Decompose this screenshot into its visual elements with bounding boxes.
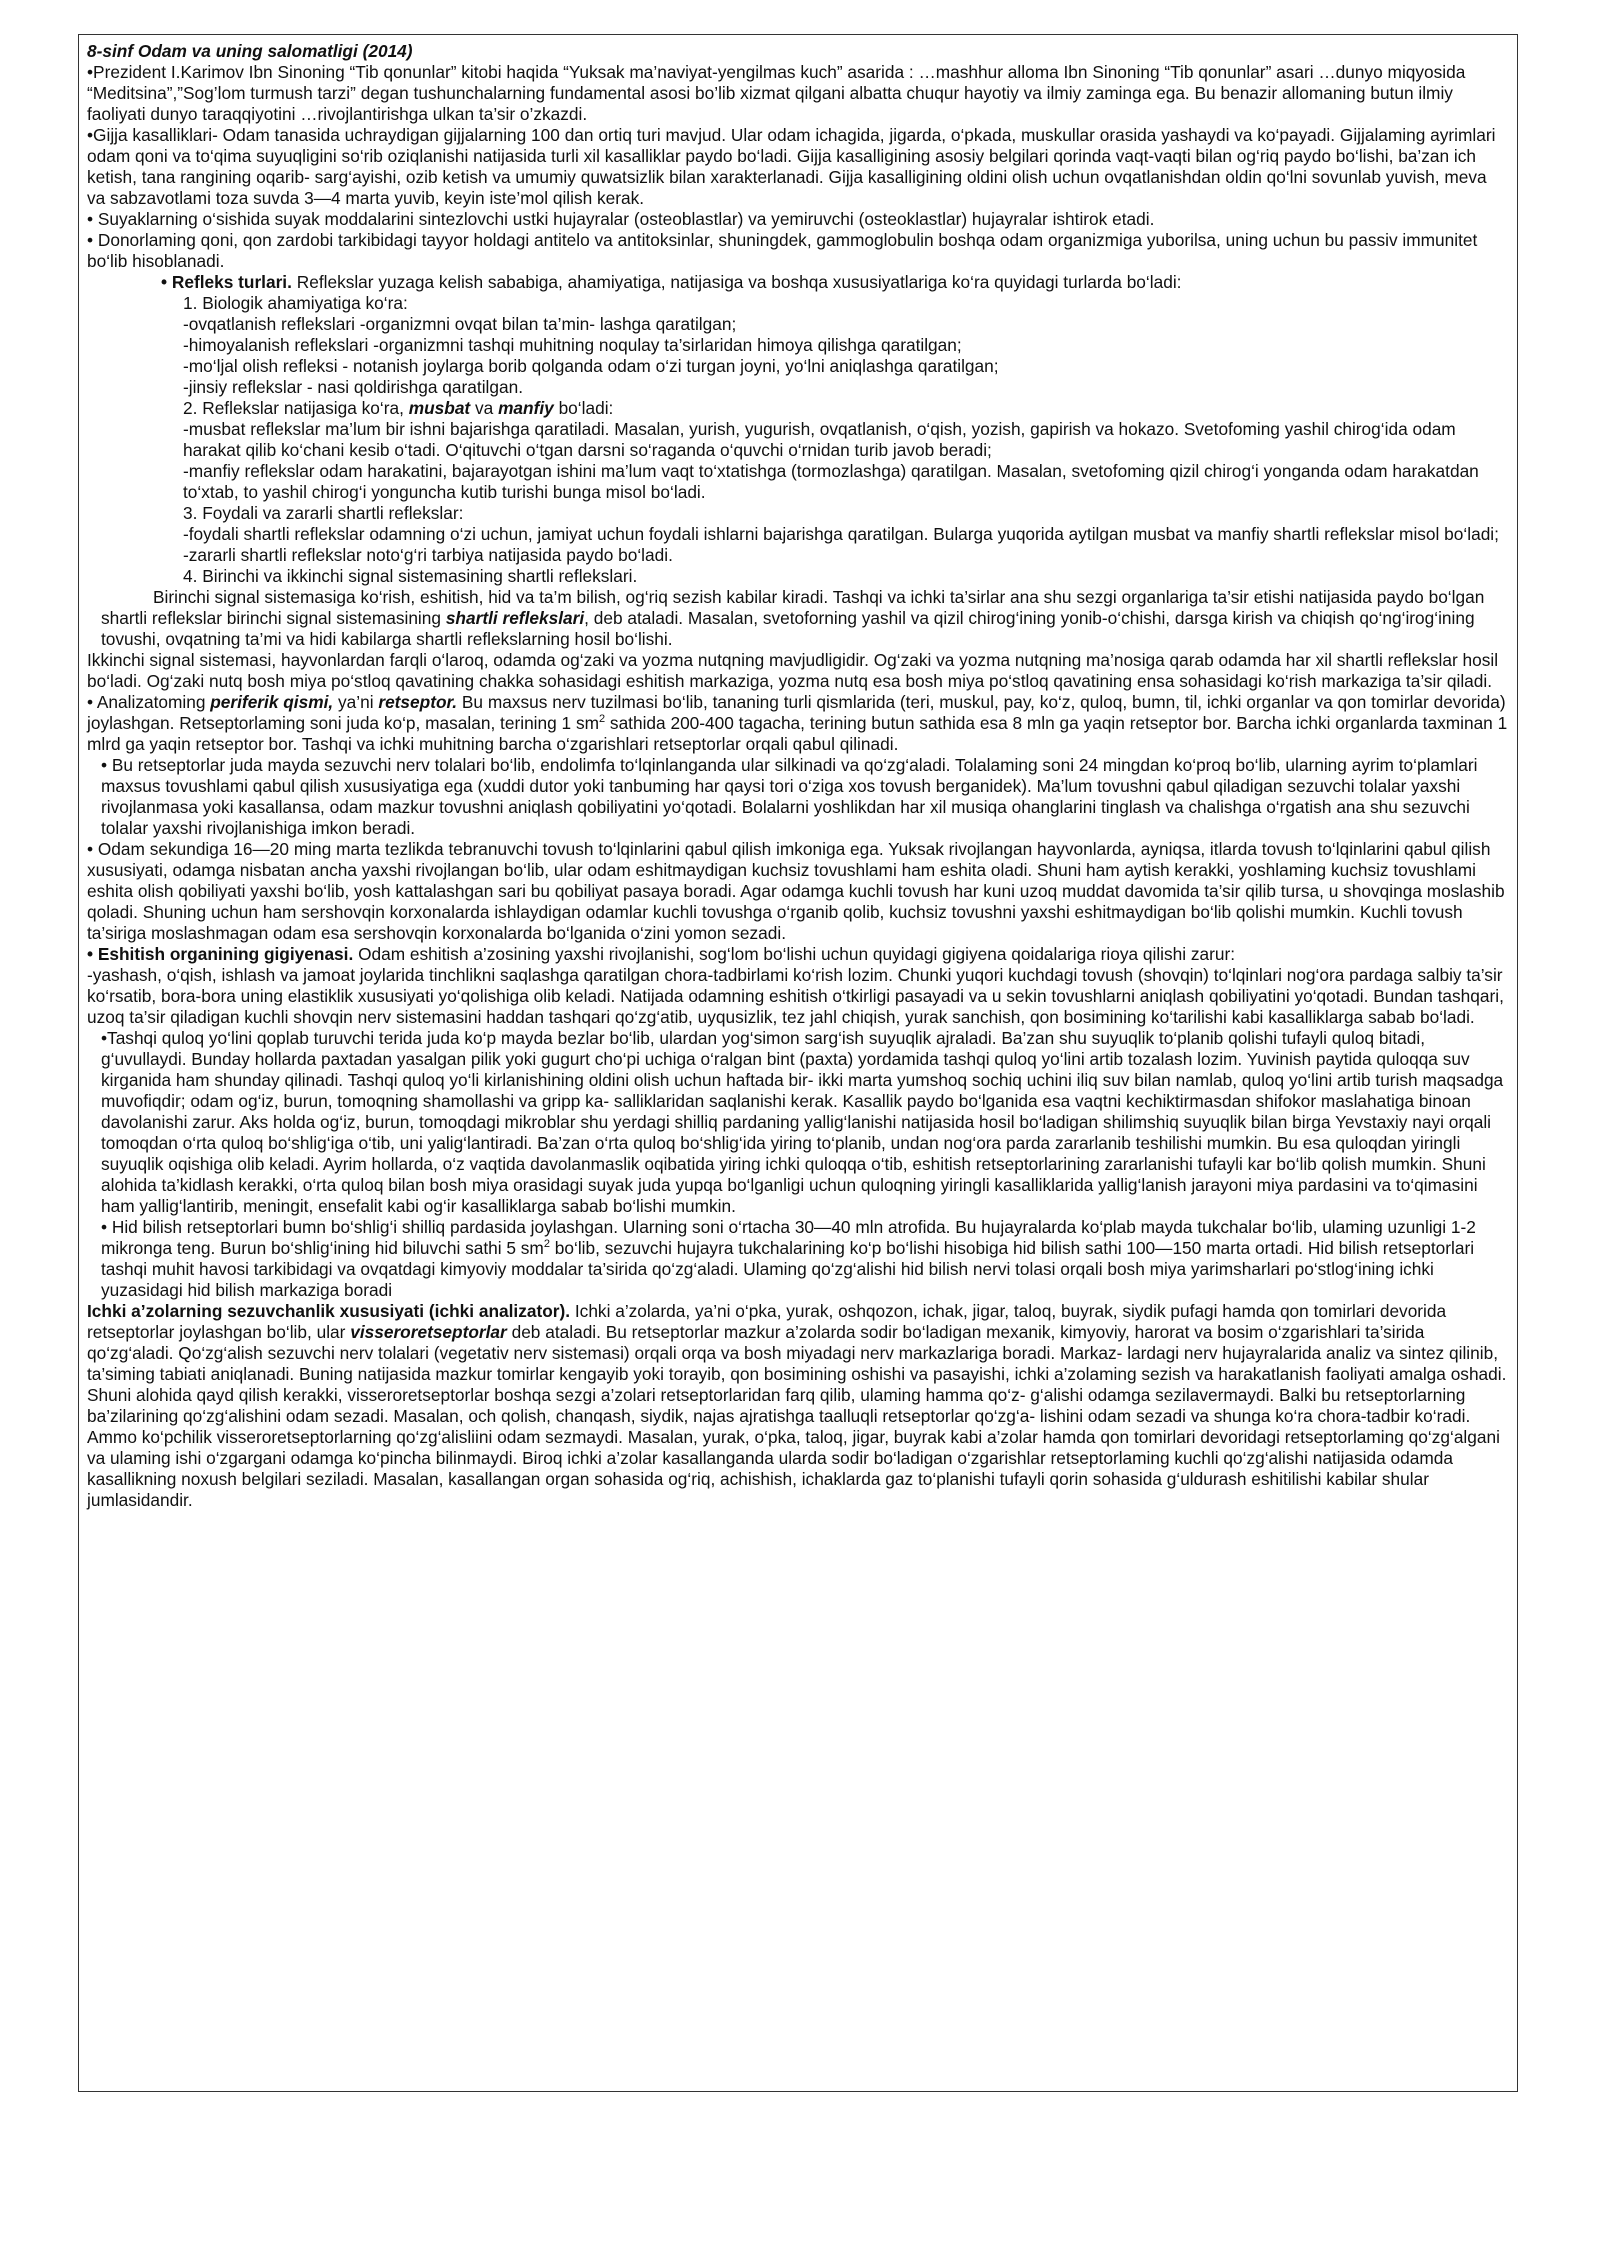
term-visseroretseptorlar: visseroretseptorlar <box>350 1322 507 1342</box>
text-run: 2. Reflekslar natijasiga ko‘ra, <box>183 398 409 418</box>
text-run: ya’ni <box>333 692 379 712</box>
term-retseptor: retseptor. <box>378 692 458 712</box>
list-item: 4. Birinchi va ikkinchi signal sistemasining shartli reflekslari. <box>183 566 638 586</box>
superscript: 2 <box>543 1238 550 1251</box>
list-item: -musbat reflekslar ma’lum bir ishni bajarishga qaratiladi. Masalan, yurish, yugurish, ovqatlanish, o‘qish, yozish, gapirish va hokazo. Svetofoming yashil chirog‘ida odam harakat qilib ko‘chani kesib o‘tadi. O‘qituvchi o‘tgan darsni so‘raganda o‘quvchi o‘rnidan turib javob beradi; <box>183 419 1456 460</box>
paragraph-refleks-turlari <box>87 272 1509 293</box>
paragraph-birinchi-signal <box>87 587 1509 650</box>
paragraph-gigiyena <box>87 944 1509 965</box>
paragraph-retseptorlar: • Bu retseptorlar juda mayda sezuvchi nerv tolalari bo‘lib, endolimfa to‘lqinlanganda ular silkinadi va qo‘zg‘aladi. Tolalaming soni 24 mingdan ko‘proq bo‘lib, ularning ayrim to‘plamlari maxsus tovushlami qabul qilish xususiyatiga ega (xuddi dutor yoki tanbuming har qaysi tori o‘ziga xos tovush berganidek). Ma’lum tovushni qabul qiladigan sezuvchi tolalar yaxshi rivojlanmasa yoki kasallansa, odam mazkur tovushni aniqlash qobiliyatini yo‘qotadi. Bolalarni yoshlikdan har xil musiqa ohanglarini tinglash va chalishga o‘rgatish ana shu sezuvchi tolalar yaxshi rivojlanishiga imkon beradi. <box>101 755 1478 838</box>
superscript: 2 <box>599 713 606 726</box>
paragraph-gijja: •Gijja kasalliklari- Odam tanasida uchraydigan gijjalarning 100 dan ortiq turi mavjud. Ular odam ichagida, jigarda, o‘pkada, muskullar orasida yashaydi va ko‘payadi. Gijjalaming ayrimlari odam qoni va to‘qima suyuqligini so‘rib oziqlanishi natijasida turli xil kasalliklar paydo bo‘ladi. Gijja kasalligining asosiy belgilari qorinda vaqt-vaqti bilan og‘riq paydo bo‘lishi, ba’zan ich ketish, tana rangining oqarib- sarg‘ayishi, ozib ketish va umumiy quwatsizlik bilan xarakterlanadi. Gijja kasalligining oldini olish uchun ovqatlanishdan oldin qo‘lni sovunlab yuvish, meva va sabzavotlami toza suvda 3—4 marta yuvib, keyin iste’mol qilish kerak. <box>87 125 1496 208</box>
paragraph-ichki-azolar <box>87 1301 1509 1511</box>
list-item: 1. Biologik ahamiyatiga ko‘ra: <box>183 293 408 313</box>
list-item: 3. Foydali va zararli shartli reflekslar: <box>183 503 464 523</box>
refleks-intro: Reflekslar yuzaga kelish sababiga, ahamiyatiga, natijasiga va boshqa xususiyatlariga ko‘ra quyidagi turlarda bo‘ladi: <box>291 272 1182 292</box>
list-item: -zararli shartli reflekslar noto‘g‘ri tarbiya natijasida paydo bo‘ladi. <box>183 545 673 565</box>
text-run: bo‘lib, sezuvchi hujayra tukchalarining ko‘p bo‘lishi hisobiga hid bilish sathi 100—150 marta ortadi. Hid bilish retseptorlari tashqi muhit havosi tarkibidagi va ovqatdagi kimyoviy moddalar ta’sirida qo‘zg‘aladi. Ulaming qo‘zg‘alishi hid bilish nervi tolasi orqali bosh miya yarimsharlari po‘stlog‘ining ichki yuzasidagi hid bilish markaziga boradi <box>101 1238 1475 1300</box>
paragraph-ikkinchi-signal: Ikkinchi signal sistemasi, hayvonlardan farqli o‘laroq, odamda og‘zaki va yozma nutqning mavjudligidir. Og‘zaki va yozma nutqning ma’nosiga qarab odamda har xil shartli reflekslar hosil bo‘ladi. Og‘zaki nutq bosh miya po‘stloq qavatining chakka sohasidagi eshitish markaziga, yozma nutq esa bosh miya po‘stloq qavatining ensa sohasidagi ko‘rish markaziga ta’sir qiladi. <box>87 650 1499 691</box>
paragraph-suyak: • Suyaklarning o‘sishida suyak moddalarini sintezlovchi ustki hujayralar (osteoblastlar) va yemiruvchi (osteoklastlar) hujayralar ishtirok etadi. <box>87 209 1155 229</box>
paragraph-karimov: •Prezident I.Karimov Ibn Sinoning “Tib qonunlar” kitobi haqida “Yuksak ma’naviyat-yengilmas kuch” asarida : …mashhur alloma Ibn Sinoning “Tib qonunlar” asari …dunyo miqyosida “Meditsina”,”Sog’lom turmush tarzi” degan tushunchalarning fundamental asosi bo’lib xizmat qilgani albatta chuqur hayotiy va ilmiy zaminga ega. Bu benazir allomaning butun ilmiy faoliyati dunyo taraqqiyotini …rivojlantirishga ulkan ta’sir o’zkazdi. <box>87 62 1466 124</box>
refleks-heading: • Refleks turlari. <box>161 272 292 292</box>
ichki-heading: Ichki a’zolarning sezuvchanlik xususiyati (ichki analizator). <box>87 1301 571 1321</box>
text-run: Birinchi signal sistemasiga ko‘rish, eshitish, hid va ta’m bilish, og‘riq sezish kabilar kiradi. Tashqi va ichki ta’sirlar ana shu sezgi organlariga ta’sir etishi natijasida paydo bo‘lgan shartli reflekslar birinchi signal sistemasining <box>101 587 1485 628</box>
text-run: bo‘ladi: <box>553 398 614 418</box>
document-title: 8-sinf Odam va uning salomatligi (2014) <box>87 41 413 61</box>
text-run: , deb ataladi. Masalan, svetoforning yashil va qizil chirog‘ining yonib-o‘chishi, darsga kirish va chiqish qo‘ng‘irog‘ining tovushi, ovqatning ta’mi va hidi kabilarga shartli reflekslarning hosil bo‘lishi. <box>101 608 1475 649</box>
paragraph-analizator <box>87 692 1509 755</box>
text-run: va <box>470 398 499 418</box>
list-item: -manfiy reflekslar odam harakatini, bajarayotgan ishini ma’lum vaqt to‘xtatishga (tormozlashga) qaratilgan. Masalan, svetofoming qizil chirog‘i yonganda odam harakatdan to‘xtab, to yashil chirog‘i yonguncha kutib turishi bunga misol bo‘ladi. <box>183 461 1479 502</box>
list-item: -ovqatlanish reflekslari -organizmni ovqat bilan ta’min- lashga qaratilgan; <box>183 314 737 334</box>
paragraph-tovush: • Odam sekundiga 16—20 ming marta tezlikda tebranuvchi tovush to‘lqinlarini qabul qilish imkoniga ega. Yuksak rivojlangan hayvonlarda, ayniqsa, itlarda tovush to‘lqinlarini qabul qilish xususiyati, odamga nisbatan ancha yaxshi rivojlangan bo‘lib, ular odam eshitmaydigan kuchsiz tovushlami ham eshita oladi. Shuni ham aytish kerakki, yoshlaming kuchsiz tovushlami eshita olish qobiliyati yaxshi bo‘lib, yosh kattalashgan sari bu qobiliyat pasaya boradi. Agar odamga kuchli tovush har kuni uzoq muddat davomida ta’sir qilib tursa, u shovqinga moslashib qoladi. Shuning uchun ham sershovqin korxonalarda ishlaydigan odamlar kuchli tovushga o‘rganib qolib, kuchsiz tovushni yaxshi eshitmaydigan bo‘lib qolishi mumkin. Kuchli tovush ta’siriga moslashmagan odam esa sershovqin korxonalarda bo‘lganida o‘zini yomon sezadi. <box>87 839 1505 943</box>
document-page <box>78 34 1518 2092</box>
text-run: deb ataladi. Bu retseptorlar mazkur a’zolarda sodir bo‘ladigan mexanik, kimyoviy, harorat va bosim o‘zgarishlari ta’sirida qo‘zg‘aladi. Qo‘zg‘alish sezuvchi nerv tolalari (vegetativ nerv sistemasi) orqali orqa va bosh miyadagi nerv markazlariga boradi. Markaz- lardagi nerv hujayralarida analiz va sintez qilinib, ta’siming tabiati aniqlanadi. Buning natijasida mazkur tomirlar kengayib yoki torayib, qon bosimining oshishi va pasayishi, ichki a’zolaming sezish va harakatlanish faoliyati amalga oshadi. Shuni alohida qayd qilish kerakki, visseroretseptorlar boshqa sezgi a’zolari retseptorlaridan farq qilib, ulaming hamma qo‘z- g‘alishi odamga sezilavermaydi. Balki bu retseptorlarning ba’zilarining qo‘zg‘alishini odam sezadi. Masalan, och qolish, chanqash, siydik, najas ajratishga taalluqli retseptorlar qo‘zg‘a- lishini odam sezadi va shunga ko‘ra chora-tadbir ko‘radi. Ammo ko‘pchilik visseroretseptorlarning qo‘zg‘alisliini odam sezmaydi. Masalan, yurak, o‘pka, taloq, jigar, buyrak kabi a’zolar hamda qon tomirlari devoridagi retseptorlaming qo‘zg‘algani va ulaming ishi o‘zgargani odamga ko‘pincha bilinmaydi. Biroq ichki a’zolar kasallanganda ularda sodir bo‘ladigan o‘zgarishlar retseptorlaming kuchli qo‘zg‘alishi natijasida odamda kasallikning noxush belgilari seziladi. Masalan, kasallangan organ sohasida og‘riq, achishish, ichaklarda gaz to‘planishi tufayli qorin sohasida g‘uldurash eshitilishi kabilar shular jumlasidandir. <box>87 1322 1507 1510</box>
list-item <box>87 398 1509 419</box>
list-item: -jinsiy reflekslar - nasi qoldirishga qaratilgan. <box>183 377 524 397</box>
list-item: -himoyalanish reflekslari -organizmni tashqi muhitning noqulay ta’sirlaridan himoya qilishga qaratilgan; <box>183 335 962 355</box>
list-item: -mo‘ljal olish refleksi - notanish joylarga borib qolganda odam o‘zi turgan joyni, yo‘lni aniqlashga qaratilgan; <box>183 356 999 376</box>
text-run: Ichki a’zolarda, ya’ni o‘pka, yurak, oshqozon, ichak, jigar, taloq, buyrak, siydik pufagi hamda qon tomirlari devorida retseptorlar joylashgan bo‘lib, ular <box>87 1301 1447 1342</box>
term-musbat: musbat <box>408 398 471 418</box>
gigiyena-heading: • Eshitish organining gigiyenasi. <box>87 944 354 964</box>
text-run: Odam eshitish a’zosining yaxshi rivojlanishi, sog‘lom bo‘lishi uchun quyidagi gigiyena qoidalariga rioya qilishi zarur: <box>353 944 1236 964</box>
term-periferik-qismi: periferik qismi, <box>210 692 334 712</box>
text-run: • Hid bilish retseptorlari bumn bo‘shlig‘i shilliq pardasida joylashgan. Ularning soni o‘rtacha 30—40 mln atrofida. Bu hujayralarda ko‘plab mayda tukchalar bo‘lib, ulaming uzunligi 1-2 mikronga teng. Burun bo‘shlig‘ining hid biluvchi sathi 5 sm <box>101 1217 1476 1258</box>
term-shartli-reflekslari: shartli reflekslari <box>445 608 585 628</box>
term-manfiy: manfiy <box>498 398 554 418</box>
list-item: -foydali shartli reflekslar odamning o‘zi uchun, jamiyat uchun foydali ishlarni bajarishga qaratilgan. Bularga yuqorida aytilgan musbat va manfiy shartli reflekslar misol bo‘ladi; <box>183 524 1499 544</box>
paragraph-donor: • Donorlaming qoni, qon zardobi tarkibidagi tayyor holdagi antitelo va antitoksinlar, shuningdek, gammoglobulin boshqa odam organizmiga yuborilsa, uning uchun bu passiv immunitet bo‘lib hisoblanadi. <box>87 230 1478 271</box>
text-run: • Analizatoming <box>87 692 211 712</box>
text-run: Bu maxsus nerv tuzilmasi bo‘lib, tananing turli qismlarida (teri, muskul, pay, ko‘z, quloq, bumn, til, ichki organlar va qon tomirlar devorida) joylashgan. Retseptorlaming soni juda ko‘p, masalan, terining 1 sm <box>87 692 1506 733</box>
paragraph-hid-bilish <box>87 1217 1509 1301</box>
paragraph-tashqi-quloq: •Tashqi quloq yo‘lini qoplab turuvchi terida juda ko‘p mayda bezlar bo‘lib, ulardan yog‘simon sarg‘ish suyuqlik ajraladi. Ba’zan shu suyuqlik to‘planib qolishi tufayli quloq bitadi, g‘uvullaydi. Bunday hollarda paxtadan yasalgan pilik yoki gugurt cho‘pi uchiga o‘ralgan bint (paxta) yordamida tashqi quloq yo‘lini artib tozalash lozim. Yuvinish paytida quloqqa suv kirganida ham shunday qilinadi. Tashqi quloq yo‘li kirlanishining oldini olish uchun haftada bir- ikki marta yumshoq sochiq uchini iliq suv bilan namlab, quloq yo‘lini artib turish maqsadga muvofiqdir; odam og‘iz, burun, tomoqning shamollashi va gripp ka- salliklaridan saqlanishi kerak. Kasallik paydo bo‘lganida esa vaqtni kechiktirmasdan shifokor maslahatiga binoan davolanishi zarur. Aks holda og‘iz, burun, tomoqdagi mikroblar shu yerdagi shilliq pardaning yallig‘lanishi natijasida hosil bo‘ladigan shilimshiq suyuqlik bilan birga Yevstaxiy nayi orqali tomoqdan o‘rta quloq bo‘shlig‘iga o‘tib, uni yalig‘lantiradi. Ba’zan o‘rta quloq bo‘shlig‘ida yiring to‘planib, undan nog‘ora parda zararlanib teshilishi mumkin. Bu esa quloqdan yiringli suyuqlik oqishiga olib keladi. Ayrim hollarda, o‘z vaqtida davolanmaslik oqibatida yiring ichki quloqqa o‘tib, eshitish retseptorlarining zararlanishi tufayli kar bo‘lib qolish mumkin. Shuni alohida ta’kidlash kerakki, o‘rta quloq bilan bosh miya orasidagi suyak juda yupqa bo‘lganligi uchun quloqning yiringli kasalliklarida yallig‘lanish jarayoni miya pardasini va to‘qimasini ham yallig‘lantirib, meningit, ensefalit kabi og‘ir kasalliklarga sabab bo‘lishi mumkin. <box>101 1028 1504 1216</box>
text-run: sathida 200-400 tagacha, terining butun sathida esa 8 mln ga yaqin retseptor bor. Barcha ichki organlarda taxminan 1 mlrd ga yaqin retseptor bor. Tashqi va ichki muhitning barcha o‘zgarishlari retseptorlar orqali qabul qilinadi. <box>87 713 1508 754</box>
paragraph-yashash: -yashash, o‘qish, ishlash va jamoat joylarida tinchlikni saqlashga qaratilgan chora-tadbirlami ko‘rish lozim. Chunki yuqori kuchdagi tovush (shovqin) to‘lqinlari nog‘ora pardaga salbiy ta’sir ko‘rsatib, bora-bora uning elastiklik xususiyati yo‘qolishiga olib keladi. Natijada odamning eshitish o‘tkirligi pasayadi va u sekin tovushlarni aniqlash qobiliyatini yo‘qotadi. Bundan tashqari, uzoq ta’sir qiladigan kuchli shovqin nerv sistemasini haddan tashqari qo‘zg‘atib, uyqusizlik, tez jahl chiqish, yurak sanchish, qon bosimining ko‘tarilishi kabi kasalliklarga sabab bo‘ladi. <box>87 965 1504 1027</box>
